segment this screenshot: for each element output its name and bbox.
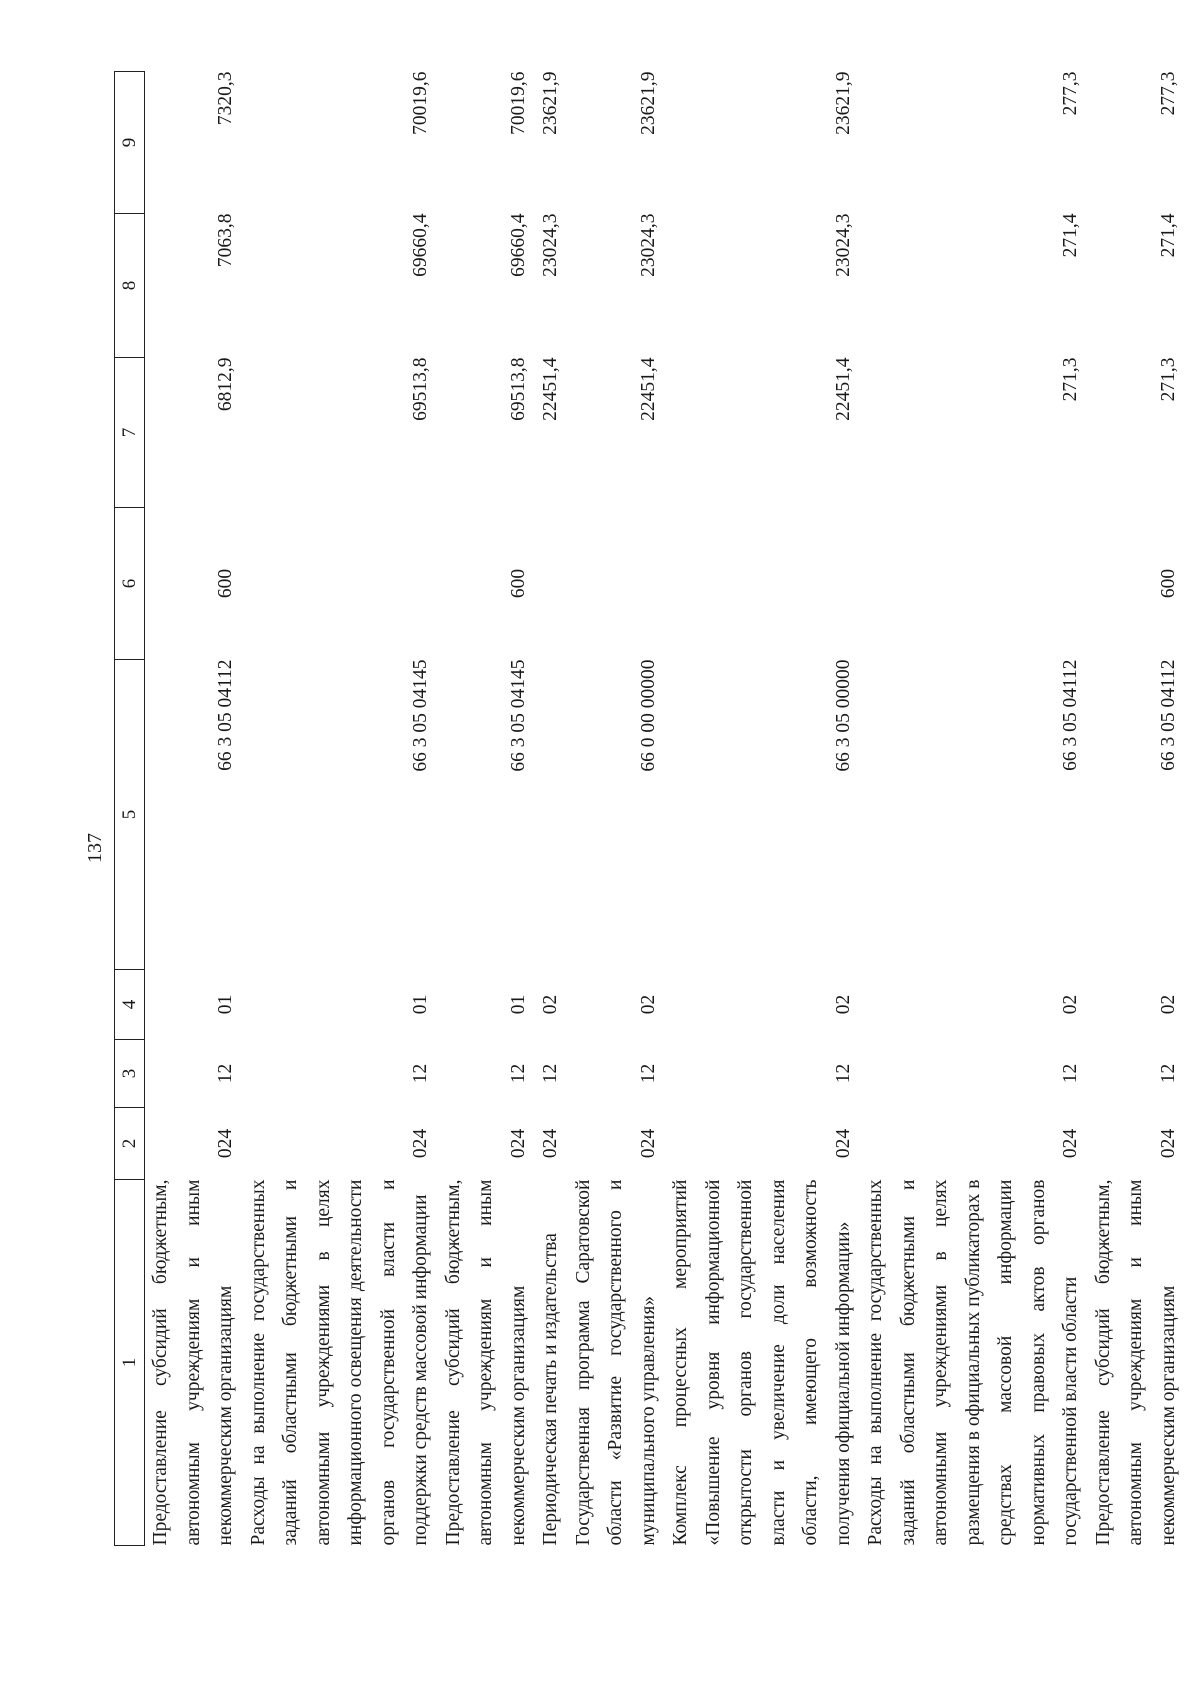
row-value-8: 271,4 <box>1157 213 1179 258</box>
row-code-3: 12 <box>1157 1063 1179 1084</box>
row-value-9: 23621,9 <box>540 71 561 135</box>
row-value-7: 271,3 <box>1157 357 1179 402</box>
row-value-8: 23024,3 <box>832 213 854 277</box>
table-row <box>243 72 438 1546</box>
table-row <box>535 72 568 1546</box>
row-code-5: 66 3 05 04112 <box>1157 659 1179 771</box>
row-value-9: 277,3 <box>1157 71 1179 116</box>
page-number: 137 <box>84 833 106 863</box>
row-value-8: 7063,8 <box>215 213 236 268</box>
row-code-6 <box>535 508 568 660</box>
row-code-2: 024 <box>1157 1128 1179 1159</box>
row-name: Предоставление субсидий бюджетным, автономным учреждениям и иным некоммерческим организациям <box>150 1179 236 1546</box>
table-row <box>1088 72 1186 1546</box>
row-code-2: 024 <box>1060 1128 1081 1159</box>
row-code-5: 66 3 05 04145 <box>410 659 431 772</box>
row-code-5: 66 3 05 00000 <box>832 659 854 772</box>
row-value-7: 271,3 <box>1060 357 1081 402</box>
row-code-6 <box>243 508 438 660</box>
table-row <box>568 72 666 1546</box>
row-code-2: 024 <box>410 1128 431 1159</box>
row-code-6: 600 <box>507 568 529 599</box>
budget-table <box>114 71 1185 1546</box>
row-code-2: 024 <box>507 1128 529 1159</box>
row-name: Предоставление субсидий бюджетным, автономным учреждениям и иным некоммерческим организациям <box>1092 1179 1179 1546</box>
row-code-3: 12 <box>637 1063 659 1084</box>
table-row <box>438 72 536 1546</box>
row-name: Государственная программа Саратовской области «Развитие государственного и муниципального управления» <box>572 1179 659 1546</box>
row-value-8: 23024,3 <box>540 213 561 277</box>
header-cell-1: 1 <box>115 1180 145 1546</box>
row-code-4: 02 <box>540 994 561 1015</box>
header-cell-9: 9 <box>115 72 145 214</box>
row-code-2: 024 <box>637 1128 659 1159</box>
row-code-6: 600 <box>1157 568 1179 599</box>
header-cell-3: 3 <box>115 1040 145 1108</box>
table-row <box>145 72 243 1546</box>
row-code-5: 66 3 05 04112 <box>215 659 236 771</box>
row-code-3: 12 <box>215 1063 236 1084</box>
row-name: Комплекс процессных мероприятий «Повышение уровня информационной открытости органов государственной власти и увеличение доли населения области, имеющего возможность получения официальной информации» <box>670 1179 854 1546</box>
row-value-9: 23621,9 <box>637 71 659 135</box>
row-code-6 <box>568 508 666 660</box>
row-code-5: 66 0 00 00000 <box>637 659 659 772</box>
row-code-4: 02 <box>637 994 659 1015</box>
row-code-4: 01 <box>410 994 431 1015</box>
row-name: Расходы на выполнение государственных заданий областными бюджетными и автономными учреждениями в целях информационного освещения деятельности органов государственной власти и поддержки средств массовой информации <box>247 1179 431 1546</box>
row-code-3: 12 <box>540 1063 561 1084</box>
row-code-4: 02 <box>1157 994 1179 1015</box>
row-code-3: 12 <box>410 1063 431 1084</box>
table-row <box>665 72 860 1546</box>
row-value-7: 69513,8 <box>507 357 529 421</box>
row-value-7: 6812,9 <box>215 357 236 412</box>
row-name: Расходы на выполнение государственных заданий областными бюджетными и автономными учреждениями в целях размещения в официальных публикаторах в средствах массовой информации нормативных правовых актов органов государственной власти области <box>865 1179 1081 1546</box>
row-value-8: 69660,4 <box>507 213 529 277</box>
row-value-7: 22451,4 <box>832 357 854 421</box>
row-code-4: 02 <box>832 994 854 1015</box>
row-value-8: 69660,4 <box>410 213 431 277</box>
table-row <box>860 72 1088 1546</box>
row-code-2: 024 <box>540 1128 561 1159</box>
row-value-9: 70019,6 <box>410 71 431 135</box>
header-cell-2: 2 <box>115 1108 145 1180</box>
row-code-4: 01 <box>215 994 236 1015</box>
row-code-2: 024 <box>215 1128 236 1159</box>
row-code-5: 66 3 05 04112 <box>1060 659 1081 771</box>
row-code-4: 01 <box>507 994 529 1015</box>
header-cell-8: 8 <box>115 214 145 358</box>
row-code-3: 12 <box>832 1063 854 1084</box>
row-code-6: 600 <box>215 568 236 599</box>
row-code-4: 02 <box>1060 994 1081 1015</box>
row-value-7: 22451,4 <box>540 357 561 421</box>
header-cell-4: 4 <box>115 970 145 1040</box>
row-code-5 <box>535 660 568 970</box>
row-name: Предоставление субсидий бюджетным, автономным учреждениям и иным некоммерческим организациям <box>442 1179 529 1546</box>
row-code-6 <box>665 508 860 660</box>
row-value-8: 23024,3 <box>637 213 659 277</box>
row-value-8: 271,4 <box>1060 213 1081 258</box>
row-value-7: 69513,8 <box>410 357 431 421</box>
row-name: Периодическая печать и издательства <box>540 1233 561 1546</box>
row-code-5: 66 3 05 04145 <box>507 659 529 772</box>
row-value-7: 22451,4 <box>637 357 659 421</box>
row-value-9: 70019,6 <box>507 71 529 135</box>
row-code-2: 024 <box>832 1128 854 1159</box>
header-cell-7: 7 <box>115 358 145 508</box>
table-header-row <box>115 72 145 1546</box>
row-value-9: 23621,9 <box>832 71 854 135</box>
row-code-6 <box>860 508 1088 660</box>
header-cell-6: 6 <box>115 508 145 660</box>
row-code-3: 12 <box>1060 1063 1081 1084</box>
header-cell-5: 5 <box>115 660 145 970</box>
row-value-9: 277,3 <box>1060 71 1081 116</box>
row-code-3: 12 <box>507 1063 529 1084</box>
row-value-9: 7320,3 <box>215 71 236 126</box>
